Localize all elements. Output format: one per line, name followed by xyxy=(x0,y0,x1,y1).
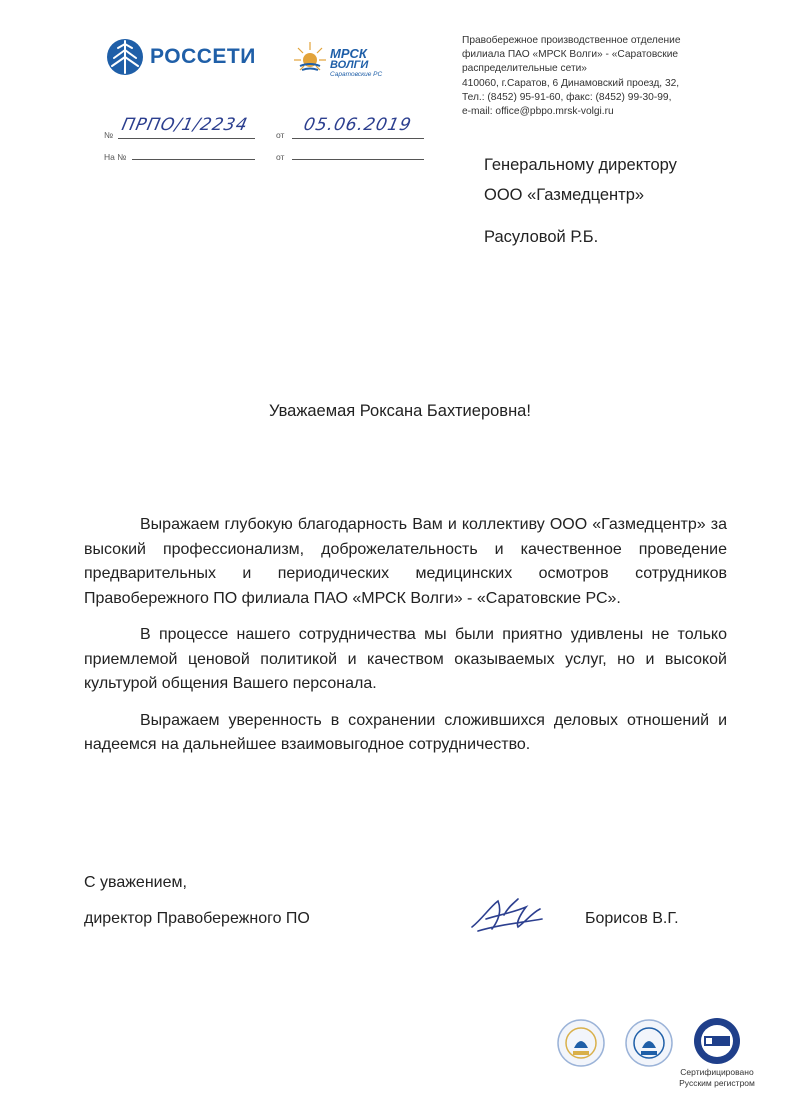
date-line xyxy=(292,138,424,139)
organization-info xyxy=(462,34,762,119)
org-line: филиала ПАО «МРСК Волги» - «Саратовские xyxy=(462,49,679,61)
org-line: распределительные сети» xyxy=(462,63,587,75)
mrsk-logo-main-text: МРСК xyxy=(330,46,367,61)
org-address: 410060, г.Саратов, 6 Динамовский проезд, 32, xyxy=(462,77,680,89)
signer-position: директор Правобережного ПО xyxy=(84,910,310,927)
certification-text xyxy=(672,1067,762,1089)
recipient-company: ООО «Газмедцентр» xyxy=(484,186,645,204)
recipient-name: Расуловой Р.Б. xyxy=(484,228,599,246)
rosseti-logo xyxy=(106,38,256,76)
certification-line: Сертифицировано xyxy=(680,1067,754,1077)
org-email: e-mail: office@pbpo.mrsk-volgi.ru xyxy=(462,106,614,118)
handwritten-number: ПРПО/1/2234 xyxy=(119,115,250,135)
iqnet-badge-icon xyxy=(692,1016,742,1066)
rosseti-emblem-icon xyxy=(106,38,144,76)
org-line: Правобережное производственное отделение xyxy=(462,35,681,46)
closing-regards: С уважением, xyxy=(84,874,187,891)
recipient-position: Генеральному директору xyxy=(484,156,677,174)
body-paragraph: Выражаем глубокую благодарность Вам и коллективу ООО «Газмедцентр» за высокий профессионализм, доброжелательность и качественное проведение предварительных и периодических медицинских осмотров сотрудников Правобережного ПО филиала ПАО «МРСК Волги» - «Саратовские РС». xyxy=(84,516,727,607)
number-line xyxy=(118,138,255,139)
greeting: Уважаемая Роксана Бахтиеровна! xyxy=(269,402,531,420)
reply-date-line xyxy=(292,159,424,160)
recipient-block xyxy=(484,150,677,252)
reply-number-line xyxy=(132,159,255,160)
date-label: от xyxy=(276,130,285,140)
mrsk-sun-icon xyxy=(292,40,328,78)
iso-badge-1-icon xyxy=(556,1018,606,1068)
handwritten-date: 05.06.2019 xyxy=(301,115,414,135)
mrsk-logo-sub-text: ВОЛГИ xyxy=(330,59,369,71)
org-phone: Тел.: (8452) 95-91-60, факс: (8452) 99-30-99, xyxy=(462,91,672,103)
iso-badge-2-icon xyxy=(624,1018,674,1068)
rosseti-logo-text: РОССЕТИ xyxy=(150,45,256,68)
certification-badges xyxy=(552,1014,762,1094)
reply-number-label: На № xyxy=(104,152,127,162)
mrsk-volgi-logo xyxy=(292,40,392,80)
handwritten-signature xyxy=(468,893,546,935)
reply-date-label: от xyxy=(276,152,285,162)
number-label: № xyxy=(104,130,114,140)
body-paragraph: Выражаем уверенность в сохранении сложившихся деловых отношений и надеемся на дальнейшее взаимовыгодное сотрудничество. xyxy=(84,711,727,753)
signer-name: Борисов В.Г. xyxy=(585,910,679,927)
letter-body xyxy=(84,513,727,770)
body-paragraph: В процессе нашего сотрудничества мы были приятно удивлены не только приемлемой ценовой политикой и качеством оказываемых услуг, но и высокой культурой общения Вашего персонала. xyxy=(84,626,727,692)
mrsk-logo-rs-text: Саратовские РС xyxy=(330,71,383,78)
certification-line: Русским регистром xyxy=(679,1078,755,1088)
